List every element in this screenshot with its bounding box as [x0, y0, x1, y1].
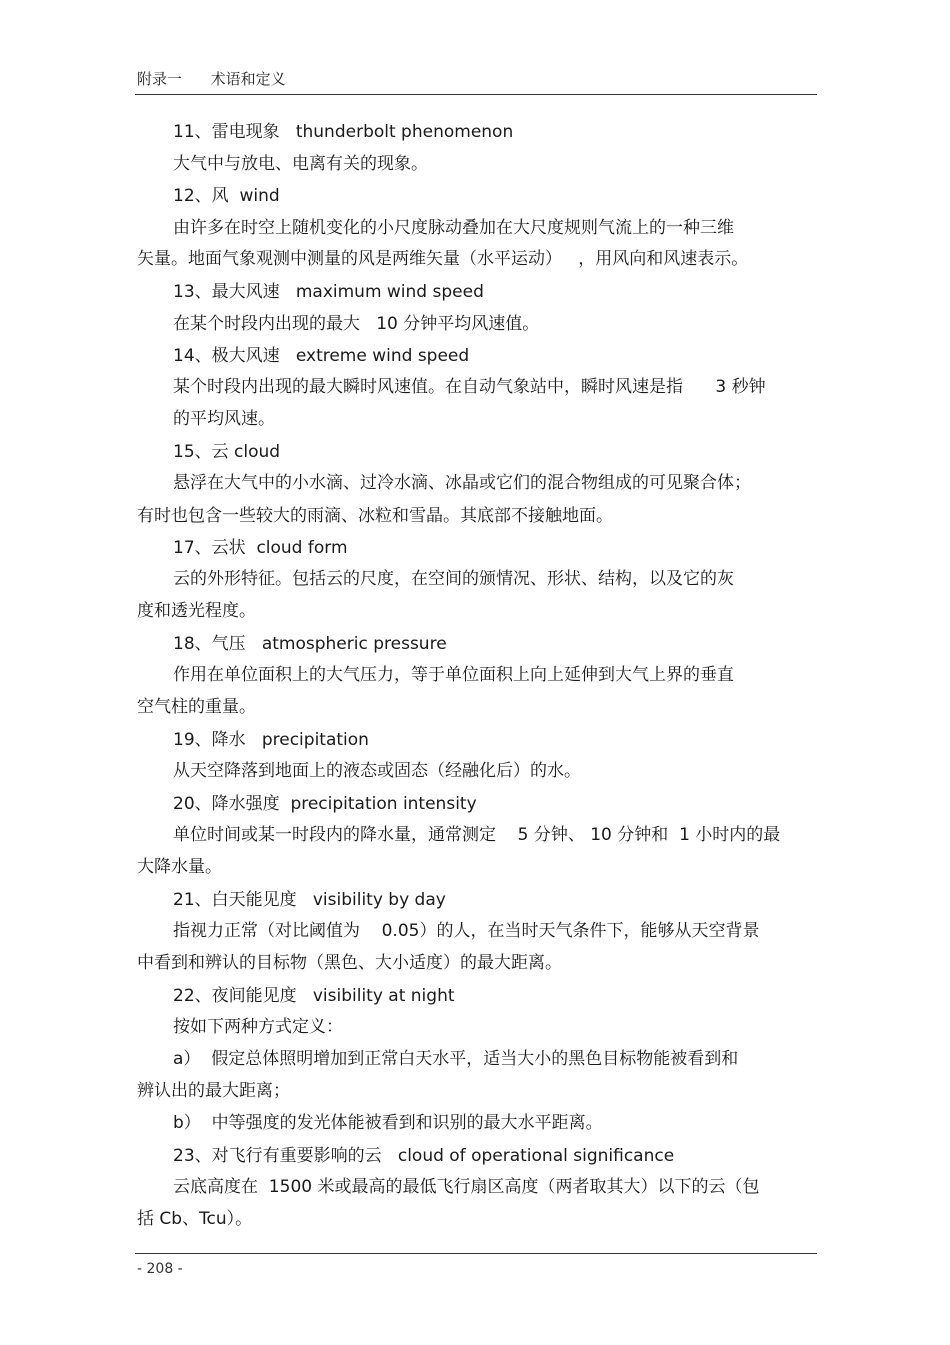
header-title: 术语和定义 [210, 70, 286, 88]
text-line: 的平均风速。 [173, 409, 275, 429]
text-line: 有时也包含一些较大的雨滴、冰粒和雪晶。其底部不接触地面。 [137, 506, 613, 526]
text-line: 从天空降落到地面上的液态或固态（经融化后）的水。 [173, 761, 581, 781]
header-section: 附录一 [137, 70, 183, 88]
text-line: 云底高度在 1500 米或最高的最低飞行扇区高度（两者取其大）以下的云（包 [173, 1177, 760, 1197]
text-line: 21、白天能见度 visibility by day [173, 890, 446, 910]
text-line: 括 Cb、Tcu）。 [137, 1209, 253, 1229]
text-line: 13、最大风速 maximum wind speed [173, 282, 484, 302]
page-number: - 208 - [137, 1261, 183, 1277]
text-line: 18、气压 atmospheric pressure [173, 634, 447, 654]
text-line: 大气中与放电、电离有关的现象。 [173, 154, 428, 174]
text-line: 按如下两种方式定义： [173, 1017, 343, 1037]
page-header [137, 68, 286, 89]
footer-divider [135, 1253, 817, 1254]
text-line: 17、云状 cloud form [173, 538, 348, 558]
header-divider [135, 94, 817, 95]
text-line: 15、云 cloud [173, 442, 281, 462]
text-line: 指视力正常（对比阈值为 0.05）的人，在当时天气条件下，能够从天空背景 [173, 921, 760, 941]
text-line: 12、风 wind [173, 186, 280, 206]
text-line: 空气柱的重量。 [137, 697, 256, 717]
text-line: 度和透光程度。 [137, 601, 256, 621]
text-line: 中看到和辨认的目标物（黑色、大小适度）的最大距离。 [137, 953, 562, 973]
text-line: a） 假定总体照明增加到正常白天水平，适当大小的黑色目标物能被看到和 [173, 1049, 739, 1069]
text-line: 14、极大风速 extreme wind speed [173, 346, 470, 366]
text-line: 23、对飞行有重要影响的云 cloud of operational significance [173, 1146, 675, 1166]
text-line: 作用在单位面积上的大气压力，等于单位面积上向上延伸到大气上界的垂直 [173, 665, 734, 685]
text-line: 11、雷电现象 thunderbolt phenomenon [173, 122, 514, 142]
text-line: 22、夜间能见度 visibility at night [173, 986, 455, 1006]
text-line: 悬浮在大气中的小水滴、过冷水滴、冰晶或它们的混合物组成的可见聚合体； [173, 473, 751, 493]
text-line: 辨认出的最大距离； [137, 1081, 290, 1101]
text-line: 云的外形特征。包括云的尺度，在空间的颁情况、形状、结构，以及它的灰 [173, 569, 734, 589]
text-line: 单位时间或某一时段内的降水量，通常测定 5 分钟、 10 分钟和 1 小时内的最 [173, 825, 781, 845]
text-line: 在某个时段内出现的最大 10 分钟平均风速值。 [173, 314, 540, 334]
text-line: 19、降水 precipitation [173, 730, 369, 750]
text-line: 矢量。地面气象观测中测量的风是两维矢量（水平运动） ，用风向和风速表示。 [137, 249, 749, 269]
text-line: 20、降水强度 precipitation intensity [173, 794, 477, 814]
text-line: 由许多在时空上随机变化的小尺度脉动叠加在大尺度规则气流上的一种三维 [173, 218, 734, 238]
text-line: 大降水量。 [137, 857, 222, 877]
text-line: 某个时段内出现的最大瞬时风速值。在自动气象站中，瞬时风速是指 3 秒钟 [173, 377, 766, 397]
text-line: b） 中等强度的发光体能被看到和识别的最大水平距离。 [173, 1113, 603, 1133]
